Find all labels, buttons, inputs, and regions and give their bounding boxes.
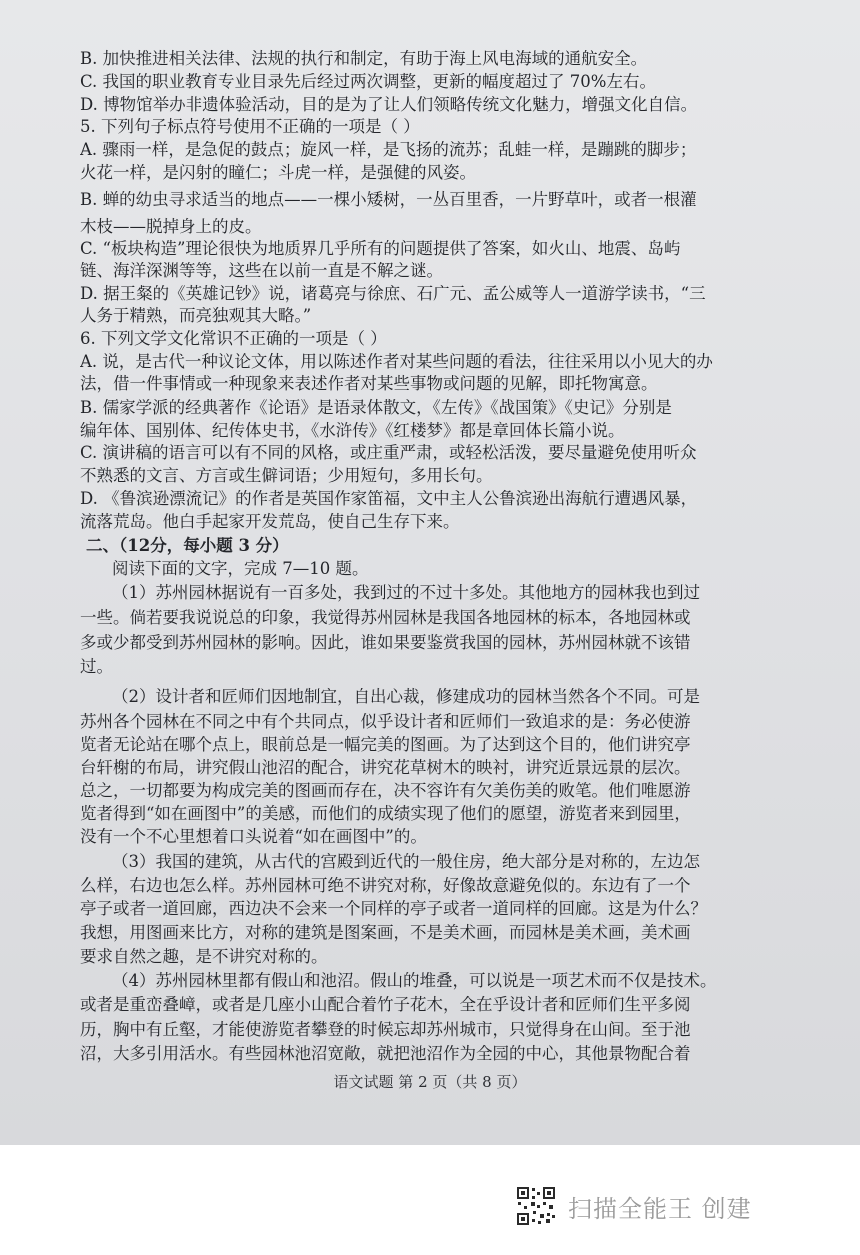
text-line: 人务于精熟，而亮独观其大略。” (80, 306, 312, 325)
text-line: 亭子或者一道回廊，西边决不会来一个同样的亭子或者一道同样的回廊。这是为什么？ (80, 899, 707, 918)
text-line: 或者是重峦叠嶂，或者是几座小山配合着竹子花木，全在乎设计者和匠师们生平多阅 (80, 995, 691, 1014)
text-line: D. 《鲁滨逊漂流记》的作者是英国作家笛福，文中主人公鲁滨逊出海航行遭遇风暴， (80, 489, 698, 508)
text-line: 编年体、国别体、纪传体史书，《水浒传》《红楼梦》都是章回体长篇小说。 (80, 421, 625, 440)
text-line: 总之，一切都要为构成完美的图画而存在，决不容许有欠美伤美的败笔。他们唯愿游 (80, 781, 691, 800)
text-line: 沼，大多引用活水。有些园林池沼宽敞，就把池沼作为全园的中心，其他景物配合着 (80, 1044, 691, 1063)
text-line: A. 说，是古代一种议论文体，用以陈述作者对某些问题的看法，往往采用以小见大的办 (80, 352, 713, 371)
text-line: 过。 (80, 657, 113, 676)
text-line: 法，借一件事情或一种现象来表述作者对某些事物或问题的见解，即托物寓意。 (80, 374, 658, 393)
text-line: 台轩榭的布局，讲究假山池沼的配合，讲究花草树木的映衬，讲究近景远景的层次。 (80, 758, 691, 777)
scanner-watermark (516, 1186, 752, 1226)
text-line: 5. 下列句子标点符号使用不正确的一项是（ ） (80, 117, 420, 136)
text-line: 历，胸中有丘壑，才能使游览者攀登的时候忘却苏州城市，只觉得身在山间。至于池 (80, 1020, 691, 1039)
text-line: 链、海洋深渊等等，这些在以前一直是不解之谜。 (80, 261, 443, 280)
text-line: 我想，用图画来比方，对称的建筑是图案画，不是美术画，而园林是美术画，美术画 (80, 923, 691, 942)
text-line: D. 据王粲的《英雄记钞》说，诸葛亮与徐庶、石广元、孟公威等人一道游学读书，“三 (80, 284, 706, 303)
text-line: C. “板块构造”理论很快为地质界几乎所有的问题提供了答案，如火山、地震、岛屿 (80, 239, 681, 258)
text-line: 火花一样，是闪射的瞳仁；斗虎一样，是强健的风姿。 (80, 163, 476, 182)
text-line: 多或少都受到苏州园林的影响。因此，谁如果要鉴赏我国的园林，苏州园林就不该错 (80, 633, 691, 652)
text-line: C. 我国的职业教育专业目录先后经过两次调整，更新的幅度超过了 70%左右。 (80, 72, 656, 91)
qr-code-icon (516, 1186, 556, 1226)
text-line: D. 博物馆举办非遗体验活动，目的是为了让人们领略传统文化魅力，增强文化自信。 (80, 95, 698, 114)
text-line: 苏州各个园林在不同之中有个共同点，似乎设计者和匠师们一致追求的是：务必使游 (80, 712, 691, 731)
text-line: A. 骤雨一样，是急促的鼓点；旋风一样，是飞扬的流苏；乱蛙一样，是蹦跳的脚步； (80, 140, 697, 159)
watermark-text: 扫描全能王 创建 (568, 1194, 752, 1223)
text-line: 么样，右边也怎么样。苏州园林可绝不讲究对称，好像故意避免似的。东边有了一个 (80, 876, 691, 895)
text-line: 不熟悉的文言、方言或生僻词语；少用短句，多用长句。 (80, 466, 493, 485)
text-line: 览者得到“如在画图中”的美感，而他们的成绩实现了他们的愿望，游览者来到园里， (80, 804, 691, 823)
text-line: 木枝——脱掉身上的皮。 (80, 217, 262, 236)
text-line: B. 蝉的幼虫寻求适当的地点——一棵小矮树，一丛百里香，一片野草叶，或者一根灌 (80, 190, 697, 209)
text-line: （2）设计者和匠师们因地制宜，自出心裁，修建成功的园林当然各个不同。可是 (112, 687, 700, 706)
text-line: C. 演讲稿的语言可以有不同的风格，或庄重严肃，或轻松活泼，要尽量避免使用听众 (80, 443, 697, 462)
text-line: 一些。倘若要我说说总的印象，我觉得苏州园林是我国各地园林的标本，各地园林或 (80, 608, 691, 627)
text-line: （1）苏州园林据说有一百多处，我到过的不过十多处。其他地方的园林我也到过 (112, 583, 700, 602)
text-line: B. 加快推进相关法律、法规的执行和制定，有助于海上风电海域的通航安全。 (80, 49, 648, 68)
text-line: 要求自然之趣，是不讲究对称的。 (80, 947, 328, 966)
text-line: B. 儒家学派的经典著作《论语》是语录体散文，《左传》《战国策》《史记》分别是 (80, 398, 672, 417)
text-line: 二、（12分，每小题 3 分） (86, 536, 289, 555)
page-footer: 语文试题 第 2 页（共 8 页） (333, 1073, 527, 1091)
text-line: （4）苏州园林里都有假山和池沼。假山的堆叠，可以说是一项艺术而不仅是技术。 (112, 971, 717, 990)
text-line: 阅读下面的文字，完成 7—10 题。 (112, 559, 369, 578)
text-line: 没有一个不心里想着口头说着“如在画图中”的。 (80, 827, 427, 846)
text-line: 流落荒岛。他白手起家开发荒岛，使自己生存下来。 (80, 512, 460, 531)
text-line: 6. 下列文学文化常识不正确的一项是（ ） (80, 329, 387, 348)
text-line: （3）我国的建筑，从古代的宫殿到近代的一般住房，绝大部分是对称的，左边怎 (112, 852, 700, 871)
text-line: 览者无论站在哪个点上，眼前总是一幅完美的图画。为了达到这个目的，他们讲究亭 (80, 735, 691, 754)
